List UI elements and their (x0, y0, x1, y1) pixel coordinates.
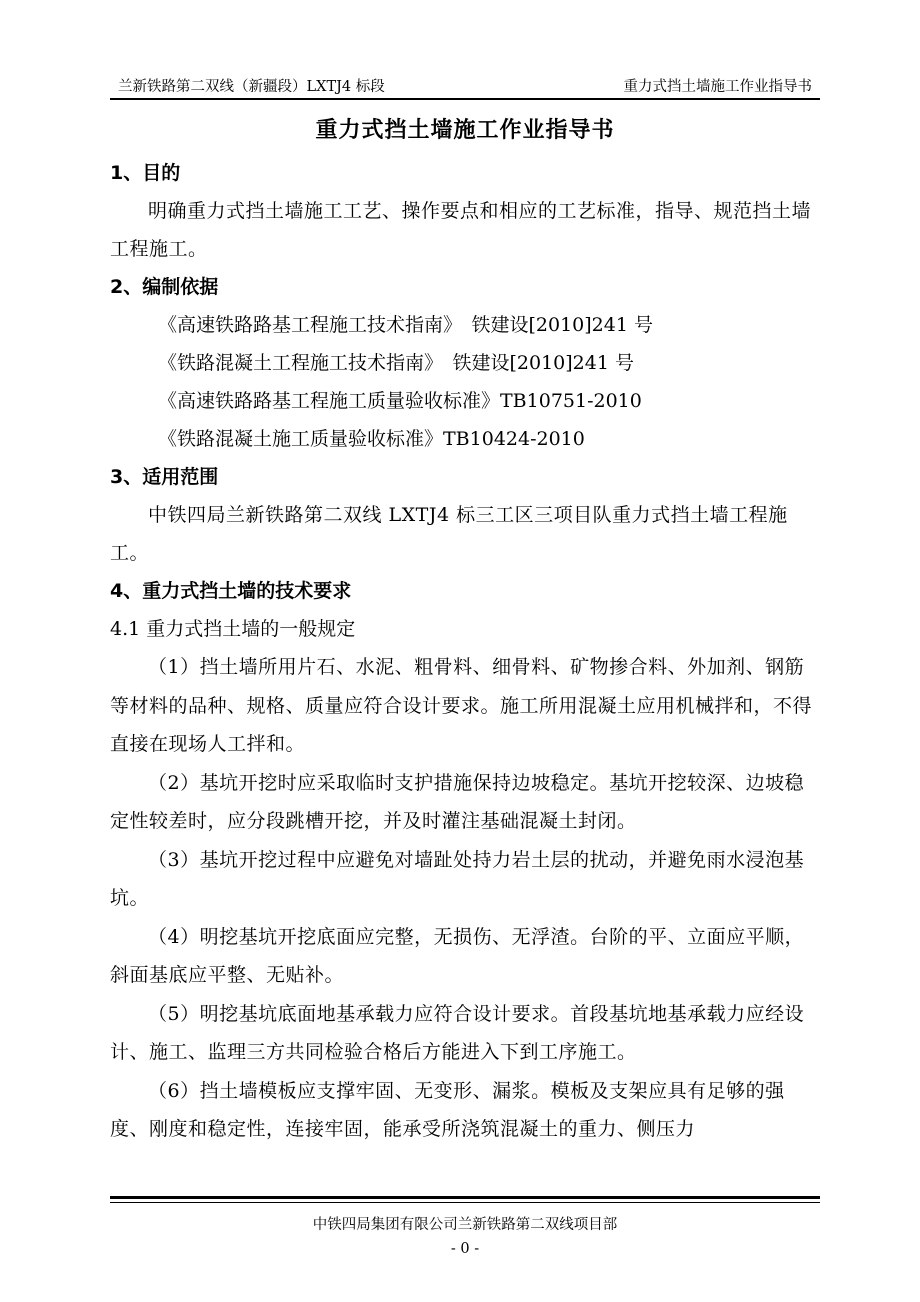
footer-divider-thick (110, 1196, 820, 1199)
header-document-label: 重力式挡土墙施工作业指导书 (623, 79, 812, 95)
requirement-item: （3）基坑开挖过程中应避免对墙趾处持力岩土层的扰动，并避免雨水浸泡基坑。 (110, 848, 805, 909)
header-divider (110, 98, 820, 100)
section-1-heading: 1、目的 (110, 162, 181, 184)
requirement-item: （2）基坑开挖时应采取临时支护措施保持边坡稳定。基坑开挖较深、边坡稳定性较差时，应分段跳槽开挖，并及时灌注基础混凝土封闭。 (110, 771, 805, 832)
page-number: - 0 - (450, 1241, 480, 1257)
section-2-heading: 2、编制依据 (110, 276, 219, 298)
footer-divider-thin (110, 1202, 820, 1203)
requirement-item: （4）明挖基坑开挖底面应完整，无损伤、无浮渣。台阶的平、立面应平顺，斜面基底应平整、无贴补。 (110, 925, 805, 986)
requirement-item: （6）挡土墙模板应支撑牢固、无变形、漏浆。模板及支架应具有足够的强度、刚度和稳定性，连接牢固，能承受所浇筑混凝土的重力、侧压力 (110, 1079, 785, 1140)
reference-item: 《高速铁路路基工程施工质量验收标准》TB10751-2010 (158, 390, 642, 412)
document-title: 重力式挡土墙施工作业指导书 (315, 118, 615, 143)
section-3-paragraph: 中铁四局兰新铁路第二双线 LXTJ4 标三工区三项目队重力式挡土墙工程施工。 (110, 504, 788, 564)
requirement-item: （1）挡土墙所用片石、水泥、粗骨料、细骨料、矿物掺合料、外加剂、钢筋等材料的品种、规格、质量应符合设计要求。施工所用混凝土应用机械拌和，不得直接在现场人工拌和。 (110, 656, 813, 755)
section-3-heading: 3、适用范围 (110, 466, 219, 488)
reference-item: 《高速铁路路基工程施工技术指南》 铁建设[2010]241 号 (158, 314, 653, 336)
reference-item: 《铁路混凝土工程施工技术指南》 铁建设[2010]241 号 (158, 352, 634, 374)
header-project-label: 兰新铁路第二双线（新疆段）LXTJ4 标段 (118, 79, 385, 95)
section-1-paragraph: 明确重力式挡土墙施工工艺、操作要点和相应的工艺标准，指导、规范挡土墙工程施工。 (110, 200, 812, 260)
footer-organization: 中铁四局集团有限公司兰新铁路第二双线项目部 (312, 1217, 618, 1233)
section-4-heading: 4、重力式挡土墙的技术要求 (110, 580, 352, 602)
running-header (110, 76, 820, 98)
document-body (110, 154, 820, 1149)
requirement-item: （5）明挖基坑底面地基承载力应符合设计要求。首段基坑地基承载力应经设计、施工、监理三方共同检验合格后方能进入下到工序施工。 (110, 1002, 805, 1063)
reference-item: 《铁路混凝土施工质量验收标准》TB10424-2010 (158, 428, 585, 450)
subsection-4-1-heading: 4.1 重力式挡土墙的一般规定 (110, 618, 356, 640)
